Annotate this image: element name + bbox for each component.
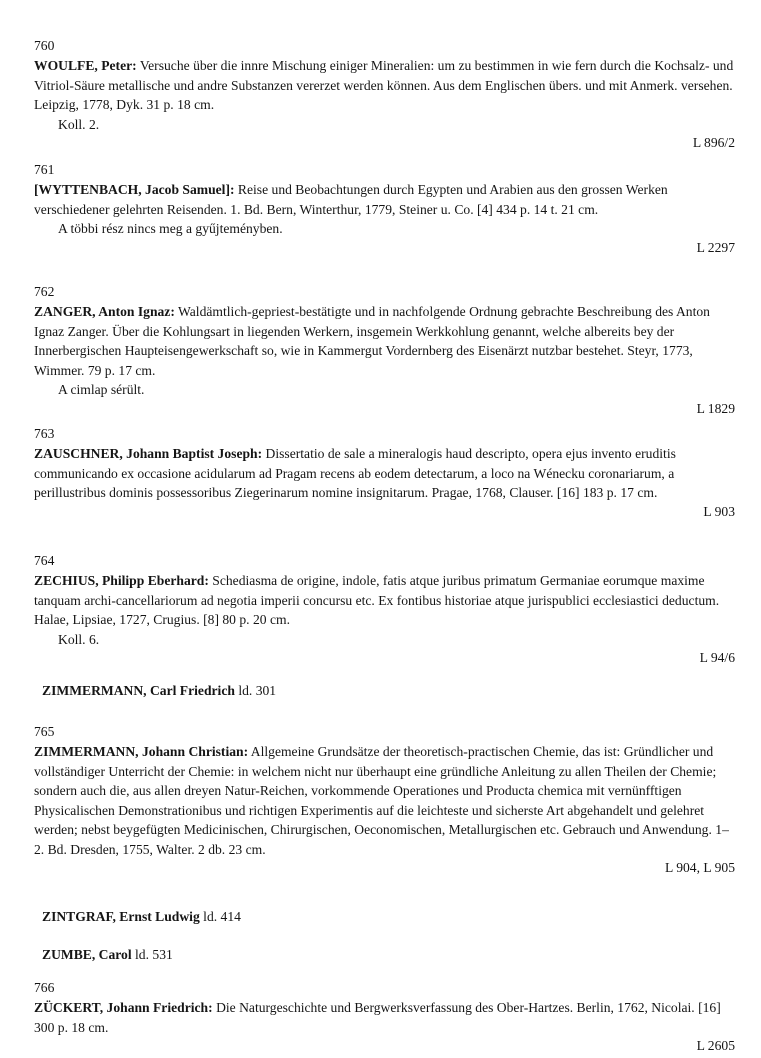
catalog-entry [34, 160, 737, 257]
entry-signature: L 896/2 [692, 135, 735, 150]
entry-number: 766 [34, 980, 55, 995]
entry-author: ZECHIUS, Philipp Eberhard: [34, 573, 209, 588]
entry-signature: L 904, L 905 [665, 860, 735, 875]
entry-description [34, 302, 737, 380]
cross-reference [42, 907, 722, 927]
entry-author: ZANGER, Anton Ignaz: [34, 304, 175, 319]
entry-description [34, 444, 737, 503]
entry-description [34, 998, 737, 1037]
entry-signature: L 2297 [696, 239, 735, 255]
entry-signature: L 94/6 [699, 650, 735, 665]
cross-reference-target: ld. 301 [238, 683, 277, 698]
entry-body: Versuche über die innre Mischung einiger Mineralien: um zu bestimmen in wie fern durch die Kochsalz- und Vitriol-Säure metallische und andre Substanzen vererzet werden können. Aus dem Englischen übers. und mit Anmerk. versehen. Leipzig, 1778, Dyk. 31 p. 18 cm. [34, 58, 734, 112]
cross-reference [42, 945, 722, 965]
entry-body: Reise und Beobachtungen durch Egypten und Arabien aus den grossen Werken verschiedener gelehrten Reisenden. 1. Bd. Bern, Winterthur, 1779, Steiner u. Co. [4] 434 p. 14 t. 21 cm. [34, 182, 668, 217]
entry-number: 760 [34, 38, 55, 53]
entry-description [34, 742, 737, 859]
cross-reference-author: ZIMMERMANN, Carl Friedrich [42, 683, 235, 698]
entry-author: [WYTTENBACH, Jacob Samuel]: [34, 182, 235, 197]
entry-number: 763 [34, 426, 55, 441]
cross-reference-target: ld. 531 [135, 947, 173, 962]
entry-author: ZAUSCHNER, Johann Baptist Joseph: [34, 446, 263, 461]
entry-description [34, 180, 737, 219]
entry-author: WOULFE, Peter: [34, 58, 137, 73]
catalog-entry [34, 722, 737, 877]
entry-signature: L 903 [703, 503, 735, 519]
cross-reference-author: ZUMBE, Carol [42, 947, 132, 962]
cross-reference-target: ld. 414 [203, 909, 241, 924]
cross-reference [42, 681, 722, 701]
entry-body: Allgemeine Grundsätze der theoretisch-practischen Chemie, das ist: Gründlicher und vollständiger Unterricht der Chemie: in welchem nicht nur überhaupt eine gründliche Anleitung zu allen Theilen der Chemie; sondern auch die, aus allen dreyen Natur-Reichen, vorkommende Operationes und Producta chemica mit vernünfftigen Physicalischen Demonstrationibus und richtigen Experimentis auf die leichteste und sicherste Art abgehandelt und gelehret werden; nebst beygefügten Medicinischen, Chirurgischen, Oeconomischen, Metallurgischen etc. Gebrauch und Anwendung. 1–2. Bd. Dresden, 1755, Walter. 2 db. 23 cm. [34, 744, 729, 857]
entry-number: 761 [34, 162, 55, 177]
entry-number: 764 [34, 553, 55, 568]
entry-body: Waldämtlich-gepriest-bestätigte und in nachfolgende Ordnung gebrachte Beschreibung des Anton Ignaz Zanger. Über die Kohlungsart in liegenden Werkern, insgemein Werkkohlung genannt, welche albereits bey der Innerbergischen Haupteisengewerkschaft so, wie in Kammergut Vordernberg des Eisenärzt nutzbar bestehet. Steyr, 1773, Wimmer. 79 p. 17 cm. [34, 304, 710, 378]
entry-signature: L 1829 [696, 400, 735, 416]
entry-note: A többi rész nincs meg a gyűjteményben. [58, 221, 283, 236]
entry-signature: L 2605 [696, 1038, 735, 1053]
entry-author: ZIMMERMANN, Johann Christian: [34, 744, 249, 759]
catalog-entry [34, 978, 737, 1055]
catalog-entry [34, 282, 737, 418]
entry-author: ZÜCKERT, Johann Friedrich: [34, 1000, 213, 1015]
catalog-entry [34, 36, 737, 152]
entry-note: A cimlap sérült. [58, 382, 145, 397]
entry-body: Die Naturgeschichte und Bergwerksverfassung des Ober-Hartzes. Berlin, 1762, Nicolai. [16] 300 p. 18 cm. [34, 1000, 721, 1035]
entry-number: 765 [34, 724, 55, 739]
entry-body: Dissertatio de sale a mineralogis haud descripto, opera ejus invento eruditis communicando ex occasione acidularum ad Pragam recens ab eodem detectarum, a loco na Wénecku coronariarum, a perillustribus dominis possessoribus Ziegerinarum nomine insignitarum. Pragae, 1768, Clauser. [16] 183 p. 17 cm. [34, 446, 676, 500]
catalog-entry [34, 424, 737, 521]
entry-number: 762 [34, 284, 55, 299]
entry-description [34, 571, 737, 630]
entry-note: Koll. 6. [58, 631, 100, 647]
cross-reference-author: ZINTGRAF, Ernst Ludwig [42, 909, 200, 924]
catalog-entry [34, 551, 737, 667]
entry-note: Koll. 2. [58, 116, 100, 132]
entry-description [34, 56, 737, 115]
entry-body: Schediasma de origine, indole, fatis atque juribus primatum Germaniae eorumque maxime tanquam archi-cancellariorum ad negotia imperii concursu etc. Ex fontibus historiae atque jurispublici ecclesiastici deductum. Halae, Lipsiae, 1727, Crugius. [8] 80 p. 20 cm. [34, 573, 720, 627]
